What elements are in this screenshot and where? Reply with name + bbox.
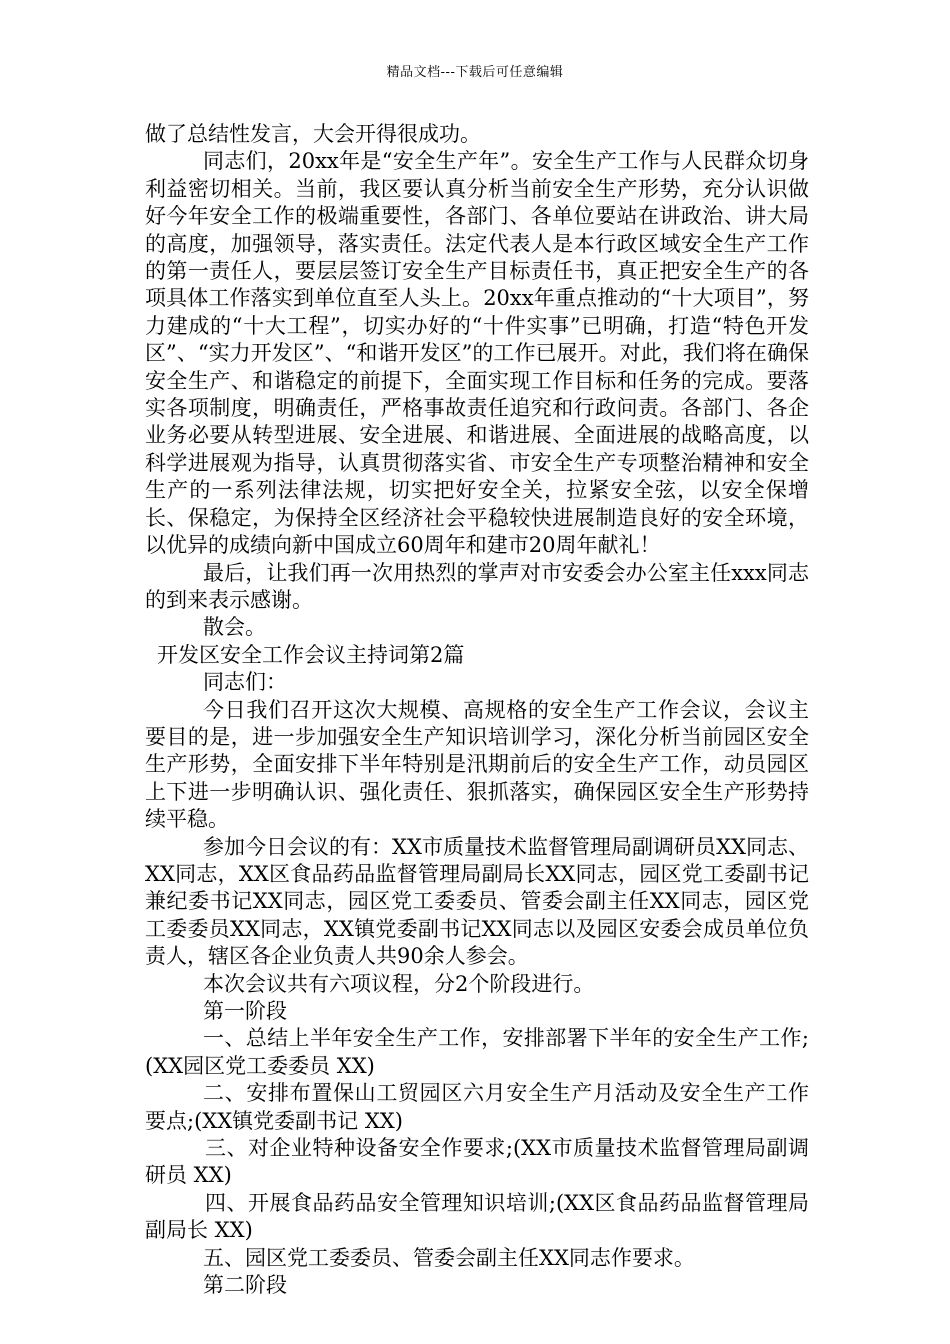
paragraph-thanks: 最后，让我们再一次用热烈的掌声对市安委会办公室主任xxx同志的到来表示感谢。 [145, 560, 809, 612]
paragraph-salutation: 同志们： [203, 670, 287, 695]
paragraph-adjourn: 散会。 [203, 615, 266, 640]
section-title: 开发区安全工作会议主持词第2篇 [157, 642, 465, 667]
stage-two-heading: 第二阶段 [203, 1273, 287, 1298]
paragraph-agenda-intro: 本次会议共有六项议程，分2个阶段进行。 [203, 971, 595, 996]
paragraph-meeting-purpose: 今日我们召开这次大规模、高规格的安全生产工作会议，会议主要目的是，进一步加强安全生产知识培训学习，深化分析当前园区安全生产形势，全面安排下半年特别是汛期前后的安全生产工作，动员园区上下进一步明确认识、强化责任、狠抓落实，确保园区安全生产形势持续平稳。 [145, 697, 809, 832]
document-body [145, 121, 809, 1299]
paragraph-safety-year: 同志们，20xx年是“安全生产年”。安全生产工作与人民群众切身利益密切相关。当前，我区要认真分析当前安全生产形势，充分认识做好今年安全工作的极端重要性，各部门、各单位要站在讲政治、讲大局的高度，加强领导，落实责任。法定代表人是本行政区域安全生产工作的第一责任人，要层层签订安全生产目标责任书，真正把安全生产的各项具体工作落实到单位直至人头上。20xx年重点推动的“十大项目”，努力建成的“十大工程”，切实办好的“十件实事”已明确，打造“特色开发区”、“实力开发区”、“和谐开发区”的工作已展开。对此，我们将在确保安全生产、和谐稳定的前提下，全面实现工作目标和任务的完成。要落实各项制度，明确责任，严格事故责任追究和行政问责。各部门、各企业务必要从转型进展、安全进展、和谐进展、全面进展的战略高度，以科学进展观为指导，认真贯彻落实省、市安全生产专项整治精神和安全生产的一系列法律法规，切实把好安全关，拉紧安全弦，以安全保增长、保稳定，为保持全区经济社会平稳较快进展制造良好的安全环境，以优异的成绩向新中国成立60周年和建市20周年献礼！ [145, 149, 809, 558]
page-header: 精品文档---下载后可任意编辑 [386, 65, 564, 80]
agenda-item-3: 三、对企业特种设备安全作要求;(XX市质量技术监督管理局副调研员 XX) [145, 1136, 809, 1188]
agenda-item-2: 二、安排布置保山工贸园区六月安全生产月活动及安全生产工作要点;(XX镇党委副书记 XX) [145, 1081, 809, 1133]
agenda-item-4: 四、开展食品药品安全管理知识培训;(XX区食品药品监督管理局副局长 XX) [145, 1190, 809, 1243]
paragraph-closing-remark: 做了总结性发言，大会开得很成功。 [145, 122, 481, 146]
stage-one-heading: 第一阶段 [203, 999, 287, 1023]
paragraph-attendees: 参加今日会议的有：XX市质量技术监督管理局副调研员XX同志、XX同志，XX区食品药品监督管理局副局长XX同志，园区党工委副书记兼纪委书记XX同志，园区党工委委员、管委会副主任XX同志，园区党工委委员XX同志，XX镇党委副书记XX同志以及园区安委会成员单位负责人，辖区各企业负责人共90余人参会。 [145, 834, 809, 969]
agenda-item-5: 五、园区党工委委员、管委会副主任XX同志作要求。 [203, 1245, 695, 1270]
agenda-item-1: 一、总结上半年安全生产工作，安排部署下半年的安全生产工作;(XX园区党工委委员 XX) [145, 1026, 809, 1078]
